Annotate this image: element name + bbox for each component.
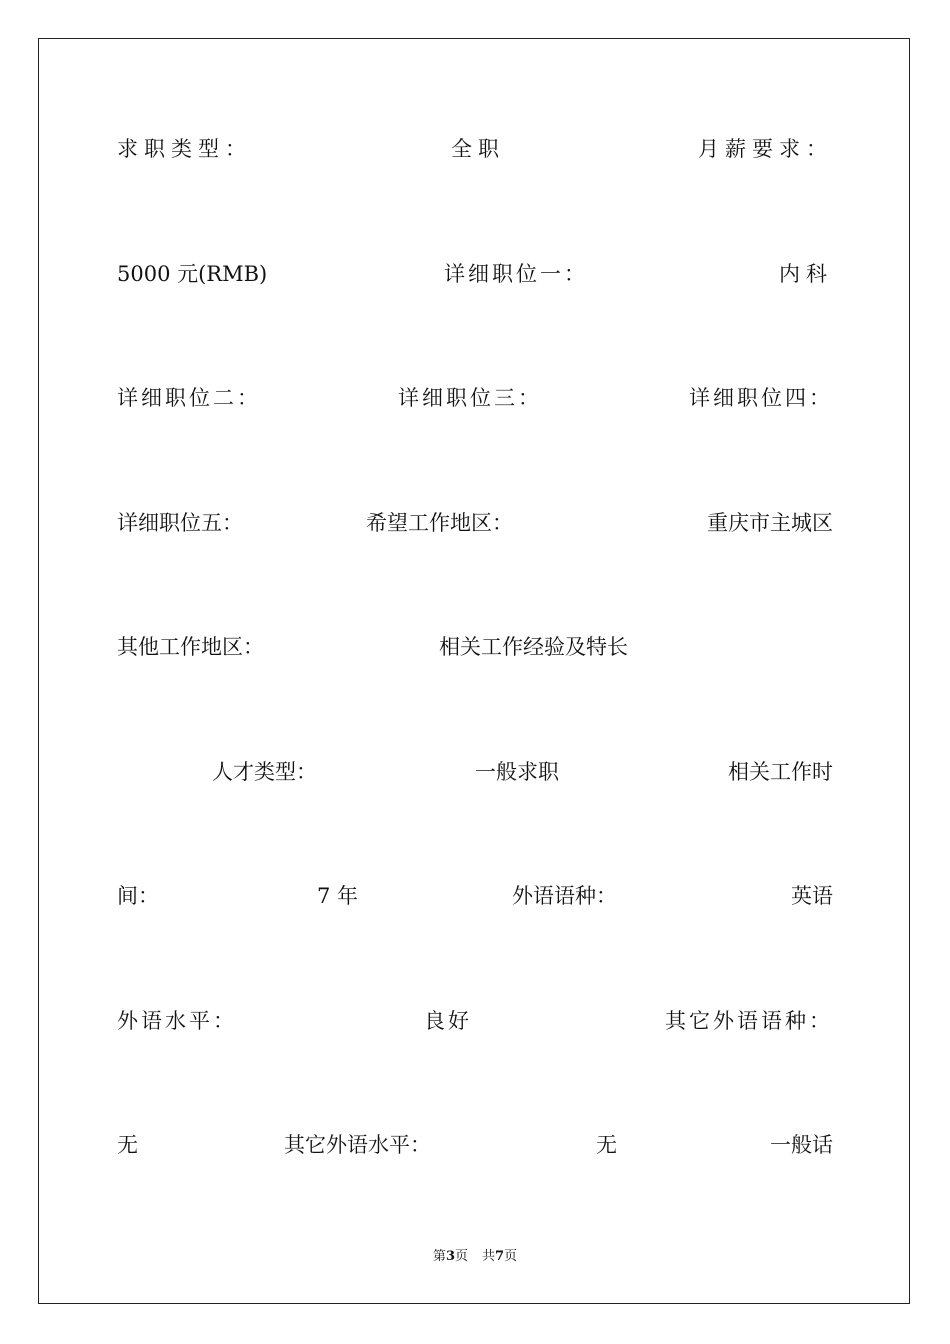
other-area-label: 其他工作地区： xyxy=(117,635,264,659)
language-level-value: 良好 xyxy=(424,1009,472,1033)
foreign-language-value: 英语 xyxy=(791,884,833,908)
foreign-language-label: 外语语种： xyxy=(512,884,617,908)
position-3-label: 详细职位三： xyxy=(398,386,542,410)
footer-prefix: 第 xyxy=(432,1249,446,1264)
footer-page-word: 页 xyxy=(454,1249,468,1264)
talent-type-value: 一般求职 xyxy=(475,760,559,784)
position-4-label: 详细职位四： xyxy=(689,386,833,410)
experience-heading: 相关工作经验及特长 xyxy=(439,635,628,659)
work-time-label-start: 相关工作时 xyxy=(728,760,833,784)
total-pages-number: 7 xyxy=(495,1249,505,1264)
resume-line-5 xyxy=(117,632,833,662)
other-language-value: 无 xyxy=(117,1133,138,1157)
position-5-label: 详细职位五： xyxy=(117,511,243,535)
resume-line-7 xyxy=(117,881,833,911)
resume-line-2 xyxy=(117,259,833,289)
work-time-label-end: 间： xyxy=(117,884,159,908)
salary-value: 5000 元(RMB) xyxy=(117,262,268,286)
language-level-label: 外语水平： xyxy=(117,1009,237,1033)
job-type-value: 全职 xyxy=(451,137,505,161)
footer-total-prefix: 共 xyxy=(482,1249,496,1264)
current-page-number: 3 xyxy=(445,1249,455,1264)
job-type-label: 求职类型： xyxy=(117,137,252,161)
talent-type-label: 人才类型： xyxy=(212,760,317,784)
salary-label: 月薪要求： xyxy=(698,137,833,161)
other-language-label: 其它外语语种： xyxy=(665,1009,833,1033)
desired-area-value: 重庆市主城区 xyxy=(707,511,833,535)
work-time-value: 7 年 xyxy=(317,884,359,908)
position-1-value: 内科 xyxy=(779,262,833,286)
page-border xyxy=(38,38,910,1304)
resume-line-8 xyxy=(117,1006,833,1036)
desired-area-label: 希望工作地区： xyxy=(366,511,513,535)
footer-total-suffix: 页 xyxy=(504,1249,518,1264)
resume-line-6 xyxy=(117,757,833,787)
mandarin-label-start: 一般话 xyxy=(770,1133,833,1157)
resume-line-3 xyxy=(117,383,833,413)
page-footer xyxy=(0,1247,950,1267)
other-language-level-value: 无 xyxy=(596,1133,617,1157)
resume-line-1 xyxy=(117,134,833,164)
resume-line-4 xyxy=(117,508,833,538)
position-2-label: 详细职位二： xyxy=(117,386,261,410)
position-1-label: 详细职位一： xyxy=(444,262,588,286)
resume-line-9 xyxy=(117,1130,833,1160)
other-language-level-label: 其它外语水平： xyxy=(284,1133,431,1157)
